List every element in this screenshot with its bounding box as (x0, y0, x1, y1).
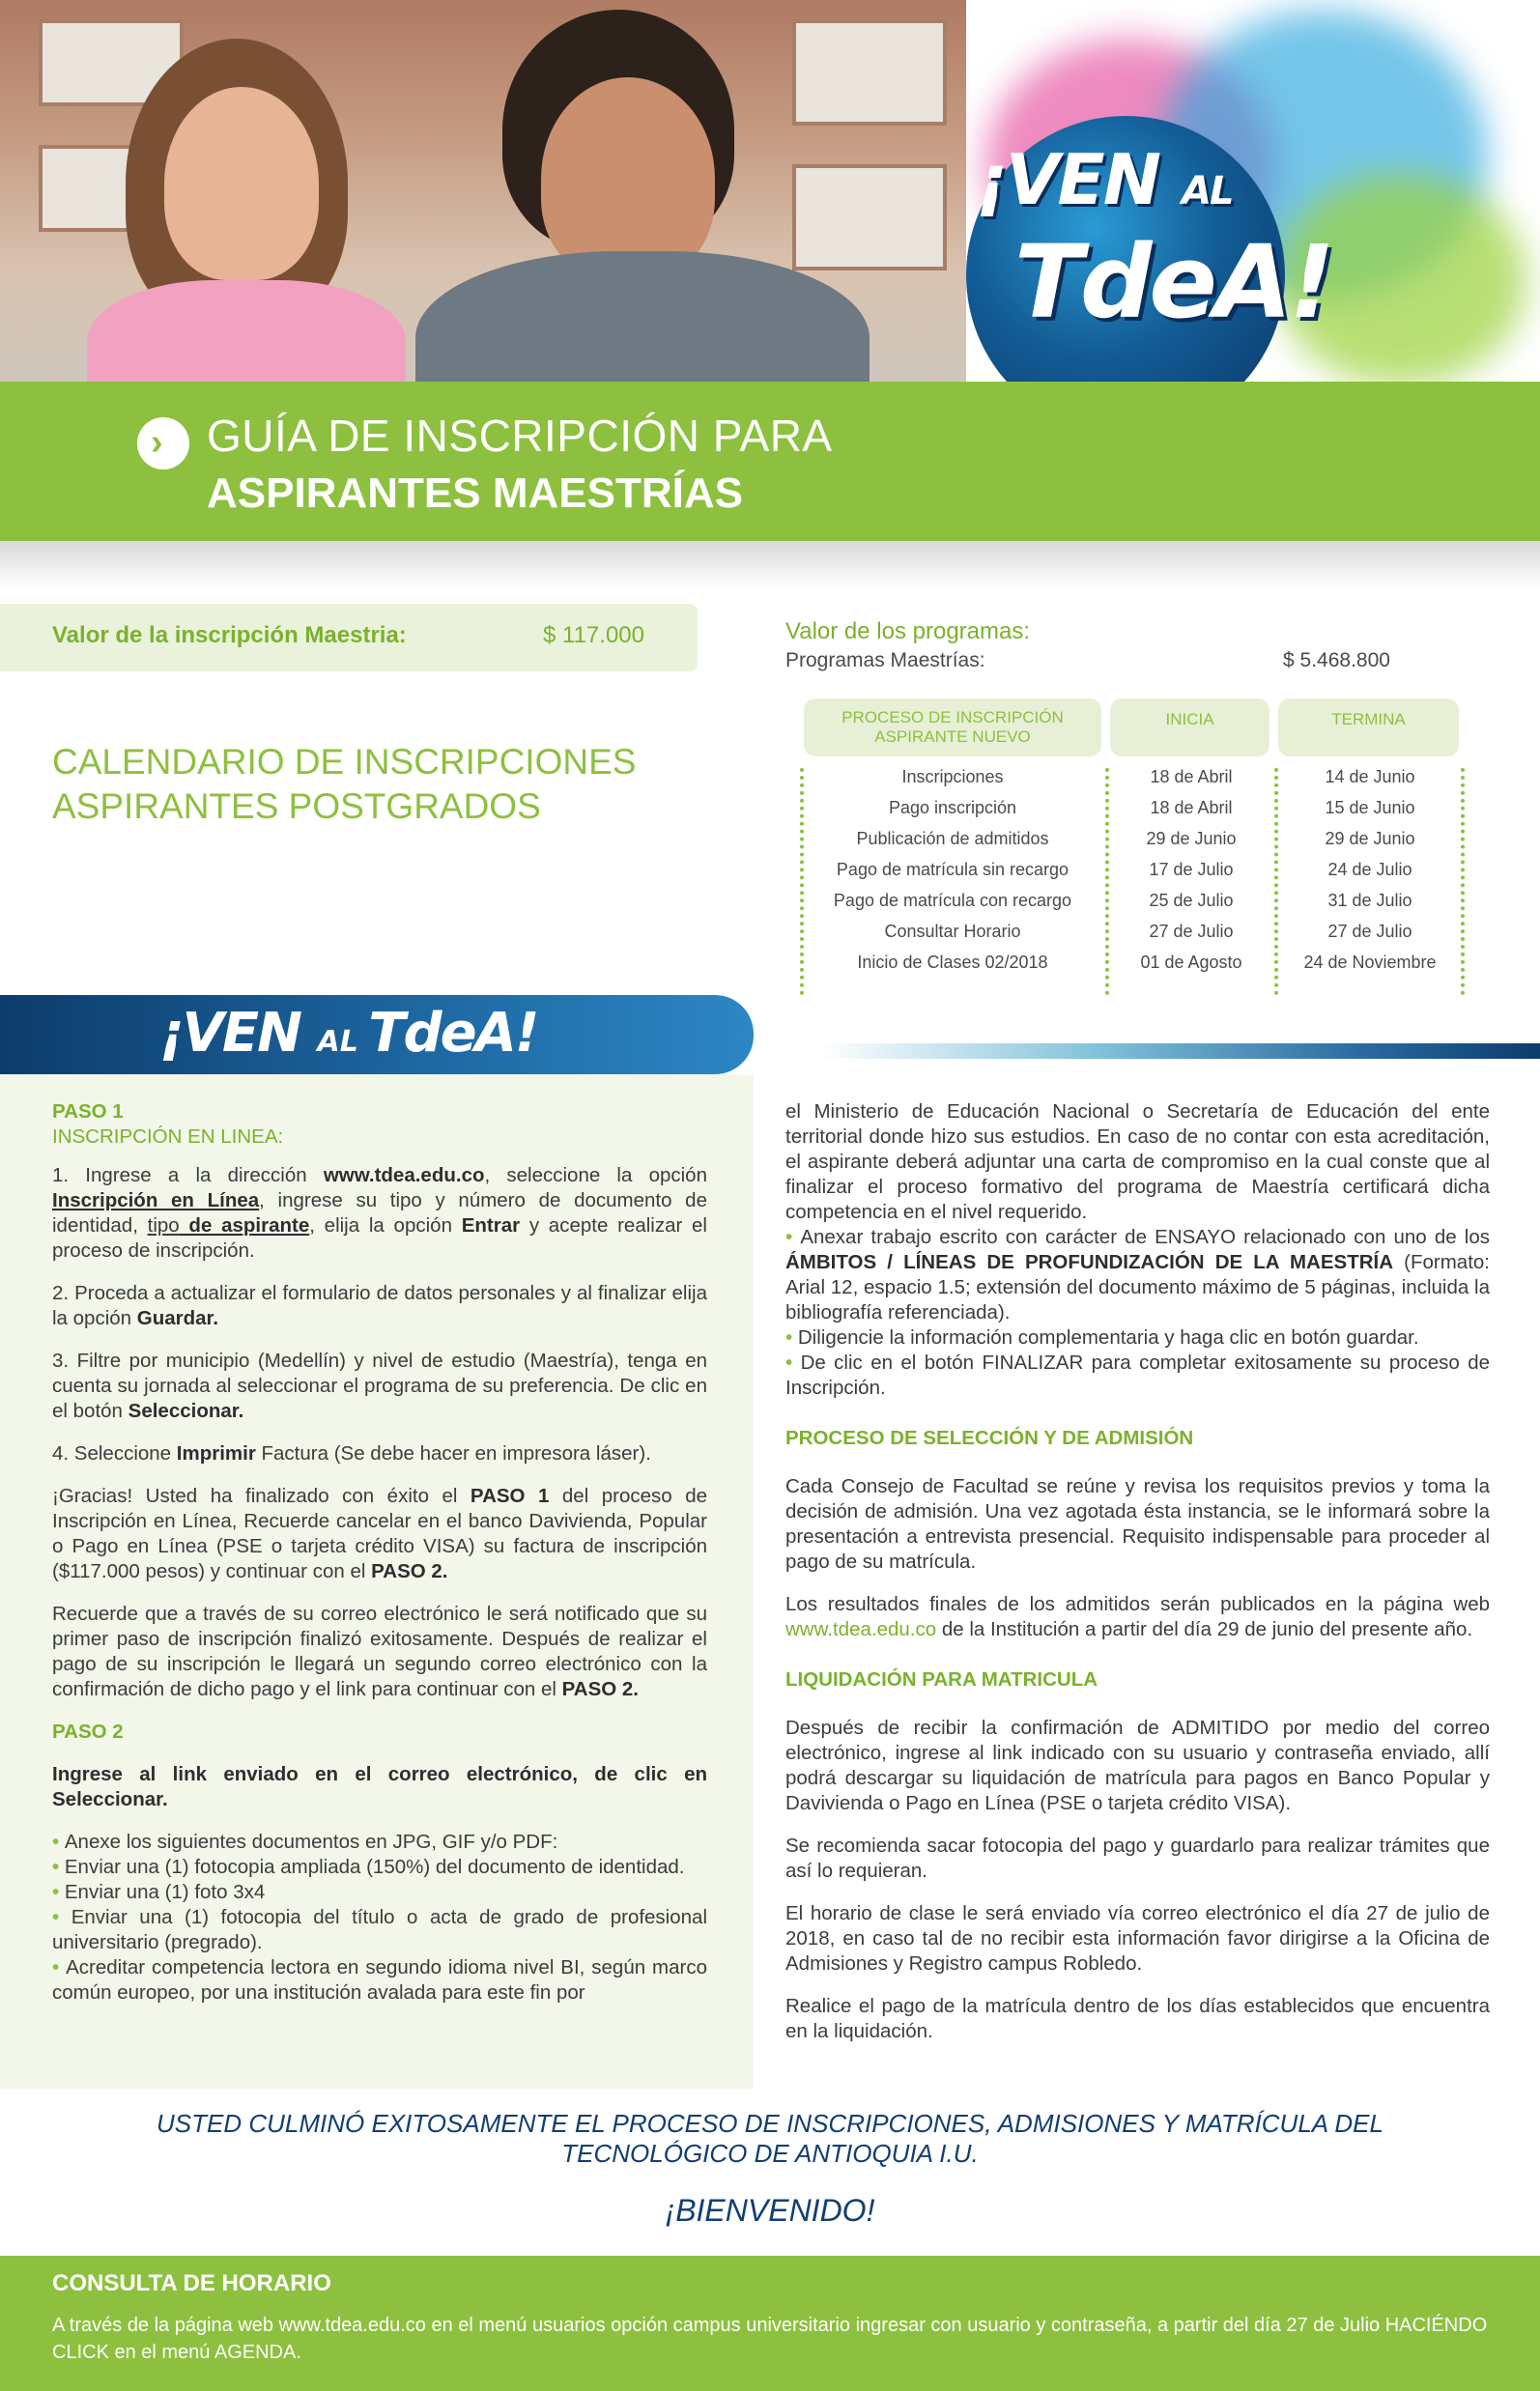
building-window (792, 19, 947, 126)
selection-heading: PROCESO DE SELECCIÓN Y DE ADMISIÓN (785, 1427, 1194, 1449)
calendar-cell: 25 de Julio (1149, 891, 1234, 910)
calendar-cell: 18 de Abril (1150, 767, 1233, 786)
tdea-logo-tdea: TdeA! (1014, 223, 1332, 341)
closing-message (97, 2109, 1443, 2169)
tuition-heading: LIQUIDACIÓN PARA MATRICULA (785, 1668, 1098, 1691)
chevron-right-icon: › (137, 417, 189, 470)
page-title-line1: GUÍA DE INSCRIPCIÓN PARA (207, 411, 833, 461)
step1-heading: PASO 1 (52, 1100, 124, 1123)
closing-message-line2: TECNOLÓGICO DE ANTIOQUIA I.U. (561, 2139, 979, 2168)
tdea-logo-small: ¡VEN AL TdeA! (159, 1002, 538, 1065)
step2-bullet5-continued: el Ministerio de Educación Nacional o Secretaría de Educación del ente territorial donde hizo sus estudios. En caso de no contar con esta acreditación, el aspirante deberá adjuntar una carta de compromiso en la cual conste que al finalizar el proceso formativo del programa de Maestría certificará dicha competencia en el nivel requerido. (785, 1100, 1490, 1223)
calendar-cell: Pago inscripción (888, 798, 1017, 817)
step1-subheading: INSCRIPCIÓN EN LINEA: (52, 1125, 284, 1148)
step2-bullet5: • Acreditar competencia lectora en segundo idioma nivel BI, según marco común europeo, por una institución avalada para este fin por (52, 1956, 707, 2004)
step1-thanks: ¡Gracias! Usted ha finalizado con éxito el PASO 1 del proceso de Inscripción en Línea, Recuerde cancelar en el banco Davivienda, Popular o Pago en Línea (PSE o tarjeta crédito VISA) su factura de inscripción ($117.000 pesos) y continuar con el PASO 2. (52, 1485, 707, 1582)
calendar-cell: Inscripciones (901, 767, 1004, 786)
calendar-cell: 29 de Junio (1146, 829, 1237, 848)
left-column (52, 1099, 707, 2006)
calendar-cell: 01 de Agosto (1140, 953, 1242, 972)
selection-paragraph2: Los resultados finales de los admitidos serán publicados en la página web www.tdea.edu.co de la Institución a partir del día 29 de junio del presente año. (785, 1593, 1490, 1640)
calendar-title-line2: ASPIRANTES POSTGRADOS (52, 786, 541, 826)
schedule-consult-title: CONSULTA DE HORARIO (52, 2270, 331, 2296)
calendar-title (52, 740, 636, 829)
step2-bullet8: • De clic en el botón FINALIZAR para completar exitosamente su proceso de Inscripción. (785, 1352, 1490, 1399)
step1-item3: 3. Filtre por municipio (Medellín) y nivel de estudio (Maestría), tenga en cuenta su jornada al seleccionar el programa de su preferencia. De clic en el botón Seleccionar. (52, 1350, 707, 1422)
student-woman-face (164, 87, 319, 280)
tuition-paragraph2: Se recomienda sacar fotocopia del pago y guardarlo para realizar trámites que así lo requieran. (785, 1835, 1490, 1882)
calendar-header-process-line2: ASPIRANTE NUEVO (874, 727, 1031, 746)
step2-bullet4: • Enviar una (1) fotocopia del título o acta de grado de profesional universitario (pregrado). (52, 1906, 707, 1953)
schedule-consult-text: A través de la página web www.tdea.edu.co en el menú usuarios opción campus universitario ingresar con usuario y contraseña, a partir del día 27 de Julio HACIÉNDO CLICK en el menú AGENDA. (52, 2315, 1488, 2363)
program-value-amount: $ 5.468.800 (1283, 649, 1390, 671)
welcome-message: ¡BIENVENIDO! (665, 2193, 875, 2228)
tuition-paragraph4: Realice el pago de la matrícula dentro de los días establecidos que encuentra en la liquidación. (785, 1995, 1490, 2042)
step2-bullet1: • Anexe los siguientes documentos en JPG, GIF y/o PDF: (52, 1831, 558, 1853)
calendar-cell: 15 de Junio (1325, 798, 1415, 817)
step2-heading: PASO 2 (52, 1721, 124, 1743)
student-man-shirt (415, 251, 870, 386)
gradient-divider (821, 1043, 1540, 1059)
calendar-cell: Pago de matrícula con recargo (833, 891, 1072, 910)
registration-fee-value: $ 117.000 (543, 622, 644, 648)
step2-bullet7: • Diligencie la información complementaria y haga clic en botón guardar. (785, 1326, 1419, 1349)
calendar-header-process (804, 698, 1101, 756)
calendar-cell: 31 de Julio (1327, 891, 1412, 910)
step1-item2: 2. Proceda a actualizar el formulario de datos personales y al finalizar elija la opción Guardar. (52, 1282, 707, 1329)
step1-reminder: Recuerde que a través de su correo electrónico le será notificado que su primer paso de inscripción finalizó exitosamente. Después de realizar el pago de su inscripción le llegará un segundo correo electrónico con la confirmación de dicho pago y el link para continuar con el PASO 2. (52, 1603, 707, 1700)
hero-photo (0, 0, 966, 386)
calendar-header-process-line1: PROCESO DE INSCRIPCIÓN (841, 708, 1064, 726)
calendar-cell: 27 de Julio (1149, 922, 1234, 941)
program-value-label: Programas Maestrías: (785, 649, 985, 671)
tdea-logo-ven: ¡VEN AL (976, 139, 1233, 220)
registration-fee-label: Valor de la inscripción Maestria: (52, 622, 407, 648)
student-woman-shirt (87, 280, 406, 386)
calendar-cell: Publicación de admitidos (856, 829, 1049, 848)
calendar-cell: 18 de Abril (1150, 798, 1233, 817)
calendar-cell: Inicio de Clases 02/2018 (857, 953, 1048, 972)
step2-bullet2: • Enviar una (1) fotocopia ampliada (150%) del documento de identidad. (52, 1856, 685, 1878)
calendar-header-end: TERMINA (1278, 698, 1459, 756)
calendar-cell: 24 de Julio (1327, 860, 1412, 879)
building-window (792, 164, 947, 270)
step2-intro: Ingrese al link enviado en el correo electrónico, de clic en Seleccionar. (52, 1763, 707, 1810)
program-value-title: Valor de los programas: (785, 618, 1031, 644)
calendar-cell: 17 de Julio (1149, 860, 1234, 879)
calendar-title-line1: CALENDARIO DE INSCRIPCIONES (52, 742, 637, 782)
tdea-website-link[interactable]: www.tdea.edu.co (785, 1618, 937, 1640)
calendar-header-start: INICIA (1110, 698, 1269, 756)
selection-paragraph1: Cada Consejo de Facultad se reúne y revisa los requisitos previos y toma la decisión de admisión. Una vez agotada ésta instancia, se le informará sobre la presentación a entrevista presencial. Requisito indispensable para proceder al pago de su matrícula. (785, 1475, 1490, 1573)
calendar-cell: 24 de Noviembre (1303, 953, 1437, 972)
closing-message-line1: USTED CULMINÓ EXITOSAMENTE EL PROCESO DE INSCRIPCIONES, ADMISIONES Y MATRÍCULA DEL (157, 2109, 1383, 2138)
step1-item4: 4. Seleccione Imprimir Factura (Se debe hacer en impresora láser). (52, 1442, 651, 1465)
right-column (785, 1099, 1490, 2062)
step2-bullet3: • Enviar una (1) foto 3x4 (52, 1881, 266, 1903)
calendar-cell: 14 de Junio (1325, 767, 1415, 786)
band-shadow (0, 541, 1540, 589)
calendar-cell: Consultar Horario (884, 922, 1021, 941)
step1-item1: 1. Ingrese a la dirección www.tdea.edu.co, seleccione la opción Inscripción en Línea, ingrese su tipo y número de documento de identidad, tipo de aspirante, elija la opción Entrar y acepte realizar el proceso de inscripción. (52, 1164, 707, 1262)
student-man-face (541, 77, 715, 280)
calendar-cell: Pago de matrícula sin recargo (836, 860, 1069, 879)
tuition-paragraph3: El horario de clase le será enviado vía correo electrónico el día 27 de julio de 2018, en caso tal de no recibir esta información favor dirigirse a la Oficina de Admisiones y Registro campus Robledo. (785, 1902, 1490, 1975)
calendar-cell: 29 de Junio (1325, 829, 1415, 848)
step2-bullet6: • Anexar trabajo escrito con carácter de ENSAYO relacionado con uno de los ÁMBITOS / LÍNEAS DE PROFUNDIZACIÓN DE LA MAESTRÍA (Formato: Arial 12, espacio 1.5; extensión del documento máximo de 5 páginas, incluida la bibliografía referenciada). (785, 1226, 1491, 1324)
calendar-cell: 27 de Julio (1327, 922, 1412, 941)
tuition-paragraph1: Después de recibir la confirmación de ADMITIDO por medio del correo electrónico, ingrese al link indicado con su usuario y contraseña enviado, allí podrá descargar su liquidación de matrícula para pagos en Banco Popular y Davivienda o Pago en Línea (PSE o tarjeta crédito VISA). (785, 1717, 1490, 1814)
page-title-line2: ASPIRANTES MAESTRÍAS (207, 470, 743, 517)
